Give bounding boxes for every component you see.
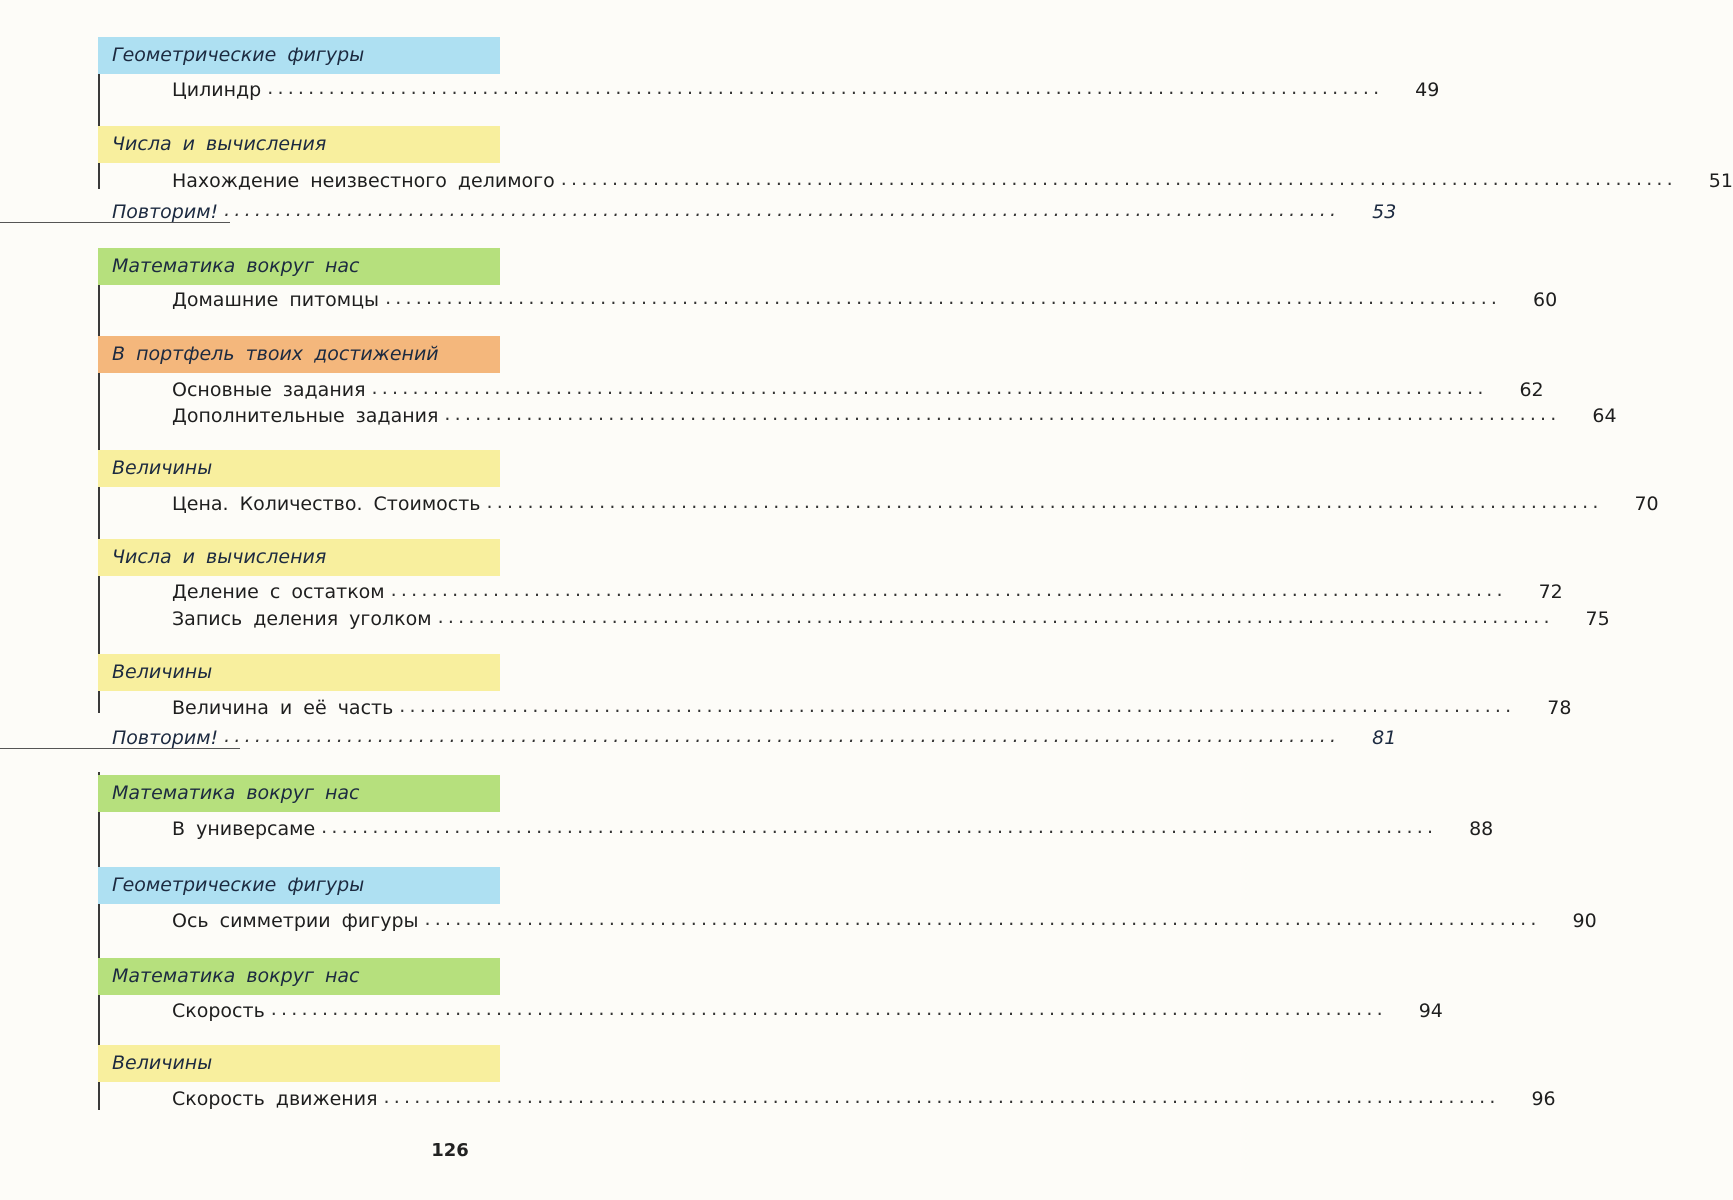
toc-entry[interactable]	[172, 1082, 1556, 1110]
section-heading: Геометрические фигуры	[98, 867, 500, 904]
entry-title: Цилиндр	[172, 79, 262, 101]
entry-page: 96	[1531, 1088, 1556, 1110]
leader-dots: .............................................................................................................	[560, 168, 1677, 190]
toc-entry[interactable]	[172, 812, 1494, 840]
toc-entry[interactable]	[172, 283, 1558, 311]
entry-page: 62	[1519, 379, 1544, 401]
section-heading: Математика вокруг нас	[98, 248, 500, 285]
entry-page: 64	[1592, 405, 1617, 427]
page-number: 126	[431, 1140, 469, 1161]
section-heading: Числа и вычисления	[98, 126, 500, 163]
entry-title: Ось симметрии фигуры	[172, 910, 419, 932]
review-title: Повторим!	[112, 201, 219, 223]
section-heading: Математика вокруг нас	[98, 958, 500, 995]
toc-entry[interactable]	[172, 904, 1597, 932]
entry-title: Дополнительные задания	[172, 405, 439, 427]
leader-dots: .............................................................................................................	[224, 199, 1341, 221]
leader-dots: .............................................................................................................	[267, 77, 1384, 99]
leader-dots: .............................................................................................................	[486, 491, 1603, 513]
leader-dots: .............................................................................................................	[371, 377, 1488, 399]
entry-page: 75	[1585, 608, 1610, 630]
leader-dots: .............................................................................................................	[383, 1086, 1500, 1108]
leader-dots: .............................................................................................................	[444, 403, 1561, 425]
entry-title: Домашние питомцы	[172, 289, 380, 311]
review-entry[interactable]	[112, 721, 1397, 749]
leader-dots: .............................................................................................................	[390, 579, 1507, 601]
leader-dots: .............................................................................................................	[424, 908, 1541, 930]
entry-title: Скорость	[172, 1000, 265, 1022]
review-title: Повторим!	[112, 727, 219, 749]
entry-page: 70	[1634, 493, 1659, 515]
section-heading: Величины	[98, 450, 500, 487]
leader-dots: .............................................................................................................	[270, 998, 1387, 1020]
leader-dots: .............................................................................................................	[321, 816, 1438, 838]
toc-entry[interactable]	[172, 691, 1572, 719]
section-heading: Геометрические фигуры	[98, 37, 500, 74]
entry-page: 94	[1418, 1000, 1443, 1022]
section-heading: Величины	[98, 1045, 500, 1082]
entry-page: 72	[1538, 581, 1563, 603]
entry-title: Основные задания	[172, 379, 366, 401]
review-entry[interactable]	[112, 195, 1397, 223]
toc-entry[interactable]	[172, 487, 1659, 515]
entry-title: Скорость движения	[172, 1088, 378, 1110]
entry-title: Величина и её часть	[172, 697, 394, 719]
entry-title: Деление с остатком	[172, 581, 385, 603]
leader-dots: .............................................................................................................	[399, 695, 1516, 717]
section-heading: Величины	[98, 654, 500, 691]
toc-entry[interactable]	[172, 602, 1610, 630]
section-heading: В портфель твоих достижений	[98, 336, 500, 373]
leader-dots: .............................................................................................................	[437, 606, 1554, 628]
section-heading: Числа и вычисления	[98, 539, 500, 576]
leader-dots: .............................................................................................................	[385, 287, 1502, 309]
leader-dots: .............................................................................................................	[224, 725, 1341, 747]
entry-title: Цена. Количество. Стоимость	[172, 493, 481, 515]
section-heading: Математика вокруг нас	[98, 775, 500, 812]
entry-page: 60	[1533, 289, 1558, 311]
toc-entry[interactable]	[172, 164, 1733, 192]
entry-title: В универсаме	[172, 818, 316, 840]
review-page: 53	[1372, 201, 1397, 223]
toc-entry[interactable]	[172, 399, 1617, 427]
toc-entry[interactable]	[172, 994, 1443, 1022]
entry-page: 88	[1469, 818, 1494, 840]
toc-entry[interactable]	[172, 373, 1544, 401]
entry-page: 90	[1572, 910, 1597, 932]
entry-title: Нахождение неизвестного делимого	[172, 170, 555, 192]
entry-title: Запись деления уголком	[172, 608, 432, 630]
review-page: 81	[1372, 727, 1397, 749]
entry-page: 51	[1708, 170, 1733, 192]
toc-entry[interactable]	[172, 575, 1563, 603]
toc-entry[interactable]	[172, 73, 1440, 101]
entry-page: 49	[1415, 79, 1440, 101]
entry-page: 78	[1547, 697, 1572, 719]
